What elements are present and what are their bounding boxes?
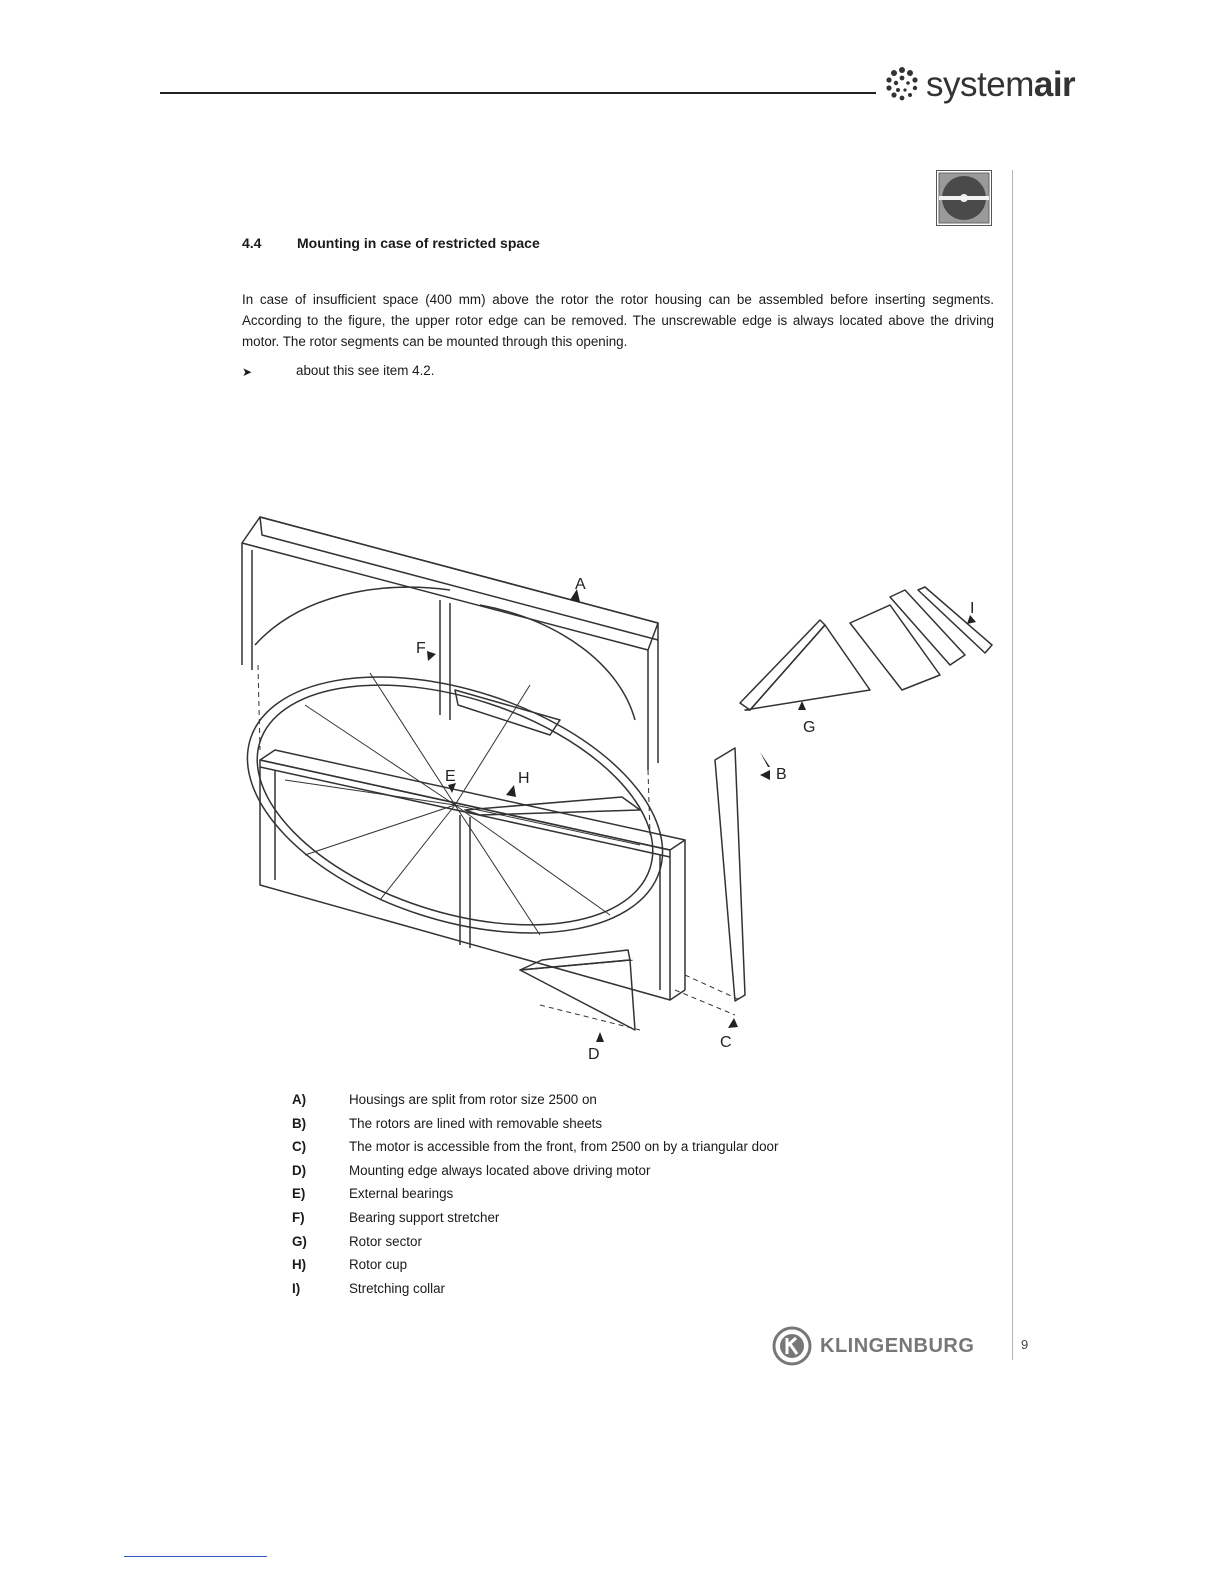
triangular-door [520,960,635,1030]
legend-text: Rotor sector [349,1233,422,1249]
label-d: D [588,1046,600,1063]
legend-item [292,1230,778,1254]
segment-piece [850,605,940,690]
intro-paragraph: In case of insufficient space (400 mm) above the rotor the rotor housing can be assembled before inserting segments. According to the figure, the upper rotor edge can be removed. The unscrewable edge is always located above the driving motor. The rotor segments can be mounted through this opening. [242,292,994,349]
lower-housing-frame [260,760,670,1000]
legend-text: Housings are split from rotor size 2500 on [349,1092,597,1107]
klingenburg-logo [772,1326,974,1366]
rotor-icon [936,170,992,226]
side-rule [1012,170,1013,1360]
page-number: 9 [1021,1337,1029,1352]
section-number: 4.4 [242,235,262,251]
brand-regular: system [926,64,1034,104]
header-rule [160,92,876,94]
diagram-legend [292,1088,778,1300]
label-f: F [416,640,426,657]
triangle-right-icon: ➤ [242,365,253,379]
dot-cluster-icon [884,66,920,102]
label-g: G [803,719,816,736]
label-b: B [776,766,787,783]
legend-key: A) [292,1092,307,1107]
rotor-sector [740,620,825,710]
legend-text: Bearing support stretcher [349,1209,500,1225]
brand-name [926,64,1076,104]
legend-key: G) [292,1233,307,1249]
legend-item [292,1088,778,1112]
legend-item [292,1253,778,1277]
legend-text: External bearings [349,1186,454,1202]
label-a: A [575,576,586,593]
footer-logo-text: KLINGENBURG [820,1334,975,1357]
legend-key: H) [292,1257,307,1273]
legend-key: F) [292,1209,305,1225]
legend-text: The rotors are lined with removable sheets [349,1115,603,1131]
removable-sheet [715,748,745,1001]
legend-key: E) [292,1186,306,1202]
rotor-cup [465,797,640,815]
label-e: E [445,768,456,785]
legend-key: C) [292,1139,307,1155]
legend-key: I) [292,1280,301,1296]
legend-item [292,1206,778,1230]
legend-item [292,1135,778,1159]
brand-bold: air [1033,64,1076,104]
rotor-mounting-diagram [230,505,1000,1075]
label-c: C [720,1034,732,1051]
upper-rotor-arc [255,587,450,645]
legend-text: The motor is accessible from the front, from 2500 on by a triangular door [349,1139,779,1155]
legend-item [292,1277,778,1301]
legend-text: Stretching collar [349,1280,446,1296]
systemair-logo [884,62,1075,106]
legend-item [292,1112,778,1136]
segment-strip [890,590,965,665]
legend-item [292,1159,778,1183]
label-i: I [970,600,975,617]
legend-item [292,1182,778,1206]
legend-text: Rotor cup [349,1257,408,1273]
label-h: H [518,770,530,787]
legend-key: B) [292,1115,307,1131]
klingenburg-k-icon [772,1326,812,1366]
cross-reference-text: about this see item 4.2. [296,363,435,378]
bottom-link-underline [124,1556,267,1557]
legend-key: D) [292,1162,307,1178]
legend-text: Mounting edge always located above driving motor [349,1162,651,1178]
section-title: Mounting in case of restricted space [297,235,540,251]
